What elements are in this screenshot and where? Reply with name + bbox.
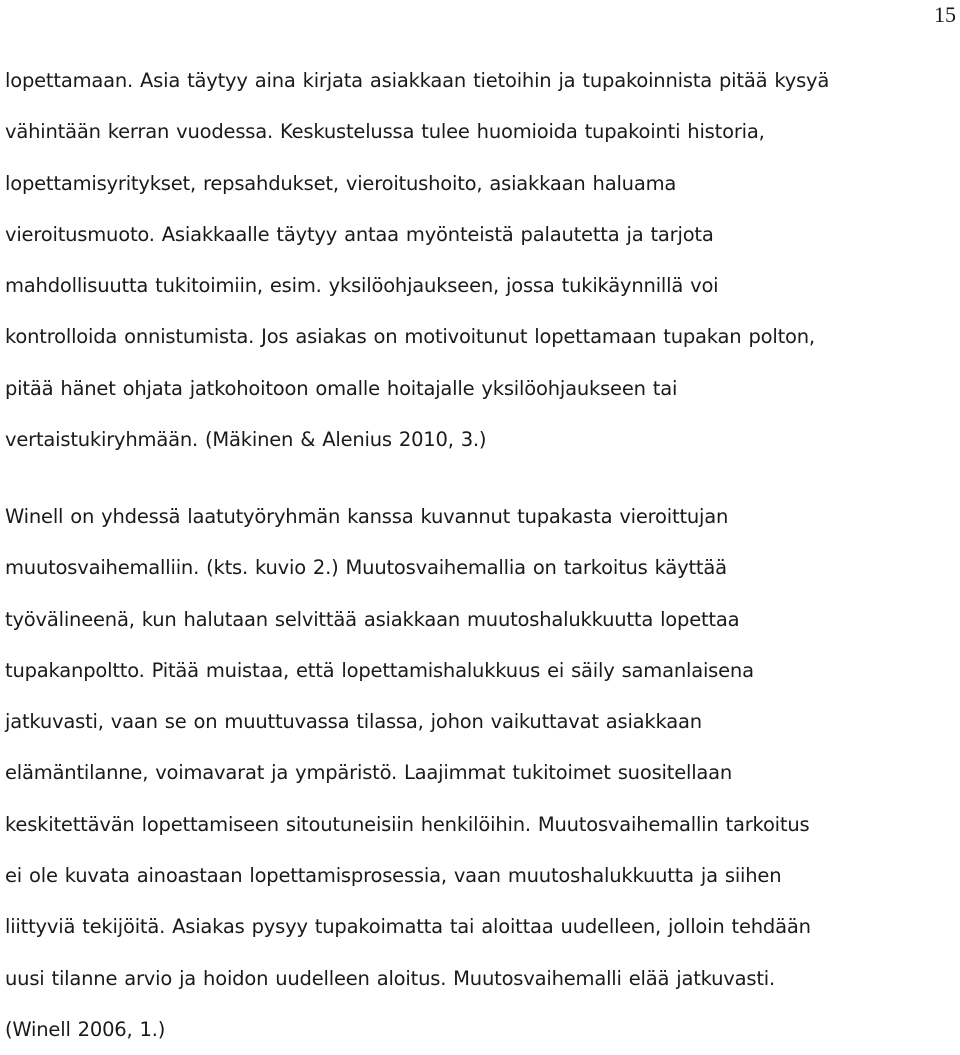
text-line: liittyviä tekijöitä. Asiakas pysyy tupakoimatta tai aloittaa uudelleen, jolloin tehdään [5, 915, 811, 939]
text-line: vertaistukiryhmään. (Mäkinen & Alenius 2010, 3.) [5, 428, 487, 452]
text-line: vähintään kerran vuodessa. Keskustelussa tulee huomioida tupakointi historia, [5, 120, 765, 144]
text-line: jatkuvasti, vaan se on muuttuvassa tilassa, johon vaikuttavat asiakkaan [5, 710, 702, 734]
text-line: keskitettävän lopettamiseen sitoutuneisiin henkilöihin. Muutosvaihemallin tarkoitus [5, 812, 810, 836]
text-line: uusi tilanne arvio ja hoidon uudelleen aloitus. Muutosvaihemalli elää jatkuvasti. [5, 966, 776, 990]
page-number: 15 [934, 2, 956, 27]
text-line: (Winell 2006, 1.) [5, 1017, 166, 1041]
text-line: lopettamaan. Asia täytyy aina kirjata asiakkaan tietoihin ja tupakoinnista pitää kysyä [5, 69, 830, 92]
text-line: pitää hänet ohjata jatkohoitoon omalle hoitajalle yksilöohjaukseen tai [5, 376, 678, 400]
text-line: mahdollisuutta tukitoimiin, esim. yksilöohjaukseen, jossa tukikäynnillä voi [5, 274, 719, 298]
text-line: muutosvaihemalliin. (kts. kuvio 2.) Muutosvaihemallia on tarkoitus käyttää [5, 556, 727, 580]
text-line: kontrolloida onnistumista. Jos asiakas on motivoitunut lopettamaan tupakan polton, [5, 325, 815, 349]
text-line: ei ole kuvata ainoastaan lopettamisprosessia, vaan muutoshalukkuutta ja siihen [5, 864, 782, 888]
paragraph-stages-of-change-model [5, 491, 955, 1055]
text-line: työvälineenä, kun halutaan selvittää asiakkaan muutoshalukkuutta lopettaa [5, 607, 740, 631]
paragraph-smoking-cessation-guidance [5, 55, 955, 465]
text-line: elämäntilanne, voimavarat ja ympäristö. Laajimmat tukitoimet suositellaan [5, 761, 733, 785]
text-line: Winell on yhdessä laatutyöryhmän kanssa kuvannut tupakasta vieroittujan [5, 505, 729, 528]
text-line: lopettamisyritykset, repsahdukset, vieroitushoito, asiakkaan haluama [5, 171, 677, 195]
text-line: tupakanpoltto. Pitää muistaa, että lopettamishalukkuus ei säily samanlaisena [5, 658, 754, 682]
text-line: vieroitusmuoto. Asiakkaalle täytyy antaa myönteistä palautetta ja tarjota [5, 222, 714, 246]
